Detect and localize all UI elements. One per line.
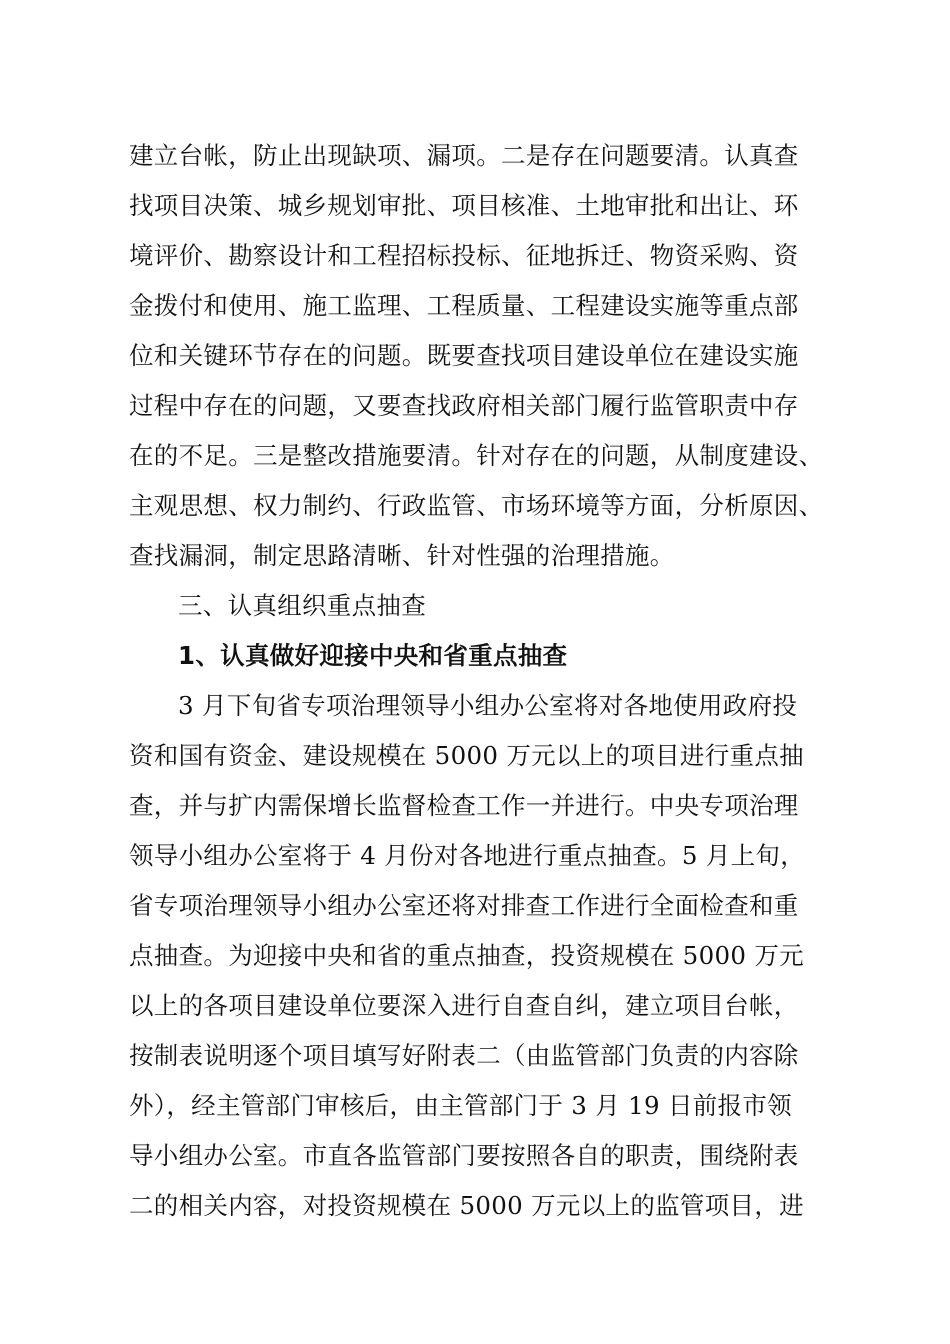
body-line: 点抽查。为迎接中央和省的重点抽查，投资规模在 5000 万元 — [129, 941, 804, 970]
body-line: 在的不足。三是整改措施要清。针对存在的问题，从制度建设、 — [129, 441, 824, 470]
body-line: 过程中存在的问题，又要查找政府相关部门履行监管职责中存 — [129, 391, 799, 420]
body-line: 查找漏洞，制定思路清晰、针对性强的治理措施。 — [129, 541, 675, 570]
body-line: 以上的各项目建设单位要深入进行自查自纠，建立项目台帐， — [129, 991, 799, 1020]
body-line: 外），经主管部门审核后，由主管部门于 3 月 19 日前报市领 — [129, 1091, 792, 1120]
body-line: 领导小组办公室将于 4 月份对各地进行重点抽查。5 月上旬， — [129, 841, 806, 870]
body-line: 按制表说明逐个项目填写好附表二（由监管部门负责的内容除 — [129, 1041, 799, 1070]
body-line: 省专项治理领导小组办公室还将对排查工作进行全面检查和重 — [129, 891, 799, 920]
section-heading: 三、认真组织重点抽查 — [178, 591, 426, 620]
subsection-heading: 1、认真做好迎接中央和省重点抽查 — [178, 641, 568, 670]
body-line: 3 月下旬省专项治理领导小组办公室将对各地使用政府投 — [178, 691, 798, 720]
body-line: 资和国有资金、建设规模在 5000 万元以上的项目进行重点抽 — [129, 741, 804, 770]
body-line: 主观思想、权力制约、行政监管、市场环境等方面，分析原因、 — [129, 491, 824, 520]
body-line: 导小组办公室。市直各监管部门要按照各自的职责，围绕附表 — [129, 1141, 799, 1170]
body-line: 金拨付和使用、施工监理、工程质量、工程建设实施等重点部 — [129, 291, 799, 320]
body-line: 境评价、勘察设计和工程招标投标、征地拆迁、物资采购、资 — [129, 241, 799, 270]
body-line: 二的相关内容，对投资规模在 5000 万元以上的监管项目，进 — [129, 1191, 804, 1220]
body-line: 找项目决策、城乡规划审批、项目核准、土地审批和出让、环 — [129, 191, 799, 220]
body-line: 建立台帐，防止出现缺项、漏项。二是存在问题要清。认真查 — [129, 141, 799, 170]
body-line: 查，并与扩内需保增长监督检查工作一并进行。中央专项治理 — [129, 791, 799, 820]
body-line: 位和关键环节存在的问题。既要查找项目建设单位在建设实施 — [129, 341, 799, 370]
